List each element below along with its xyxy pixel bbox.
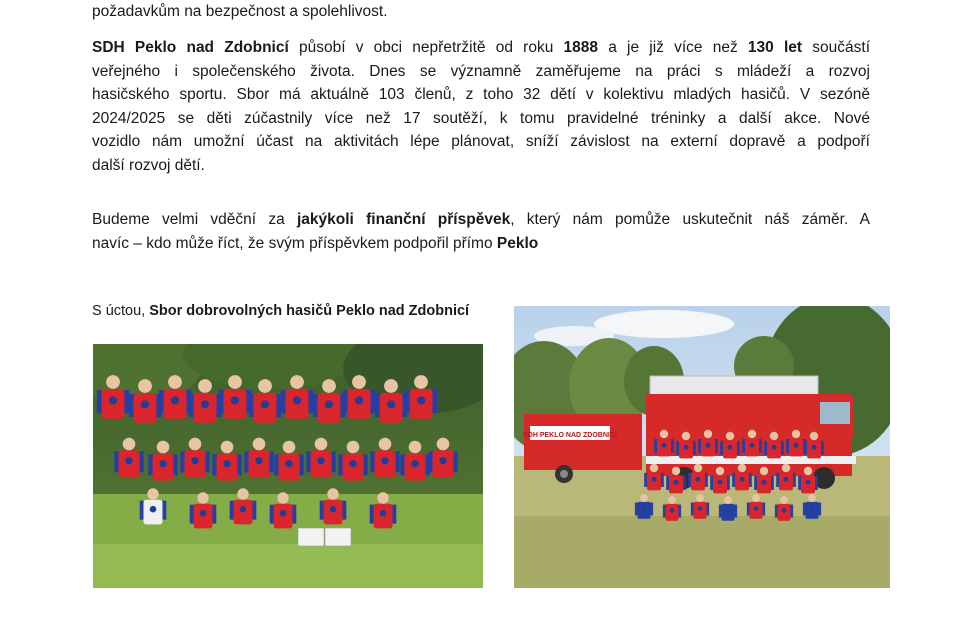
text-run: , který nám pomůže uskutečnit náš záměr. A (510, 211, 871, 228)
org-name: SDH Peklo nad Zdobnicí (92, 39, 289, 56)
signature-prefix: S úctou, (92, 303, 150, 319)
peklo-highlight: Peklo (496, 234, 539, 252)
paragraph-line: 2024/2025 se děti zúčastnily více než 17 soutěží, k tomu pravidelné tréninky a další akce. Nové (92, 109, 870, 127)
text-run: a je již více než (598, 39, 748, 56)
text-run: Budeme velmi vděční za (92, 211, 297, 228)
team-group-photo (93, 344, 483, 588)
paragraph-line: vozidlo nám umožní účast na aktivitách lépe plánovat, sníží závislost na externí dopravě a podpoří (92, 133, 870, 151)
founding-year: 1888 (563, 39, 598, 56)
text-run: působí v obci nepřetržitě od roku (288, 39, 564, 56)
signature (92, 303, 469, 319)
truck-group-photo (514, 306, 890, 588)
donation-highlight: jakýkoli finanční příspěvek (297, 211, 511, 228)
paragraph-line (92, 208, 870, 232)
paragraph-line: požadavkům na bezpečnost a spolehlivost. (92, 3, 388, 20)
paragraph-line: další rozvoj dětí. (92, 156, 205, 174)
text-run: součástí (802, 39, 870, 56)
paragraph-line: hasičského sportu. Sbor má aktuálně 103 členů, z toho 32 dětí v kolektivu mladých hasičů. V sezóně (92, 86, 870, 104)
paragraph-history (92, 36, 870, 178)
signature-name: Sbor dobrovolných hasičů Peklo nad Zdobnicí (149, 303, 470, 319)
text-run: navíc – kdo může říct, že svým příspěvkem podpořil přímo (92, 234, 497, 252)
paragraph-donation (92, 208, 870, 255)
paragraph-safety (92, 0, 870, 24)
paragraph-line (92, 232, 870, 256)
paragraph-line: veřejného i společenského života. Dnes se významně zaměřujeme na práci s mládeží a rozvoj (92, 62, 870, 80)
trailer-sign: SDH PEKLO NAD ZDOBNICÍ (523, 432, 617, 439)
years-count: 130 let (747, 39, 803, 56)
team-photo-illustration (93, 344, 483, 588)
truck-photo-illustration (514, 306, 890, 588)
paragraph-line (92, 36, 870, 60)
